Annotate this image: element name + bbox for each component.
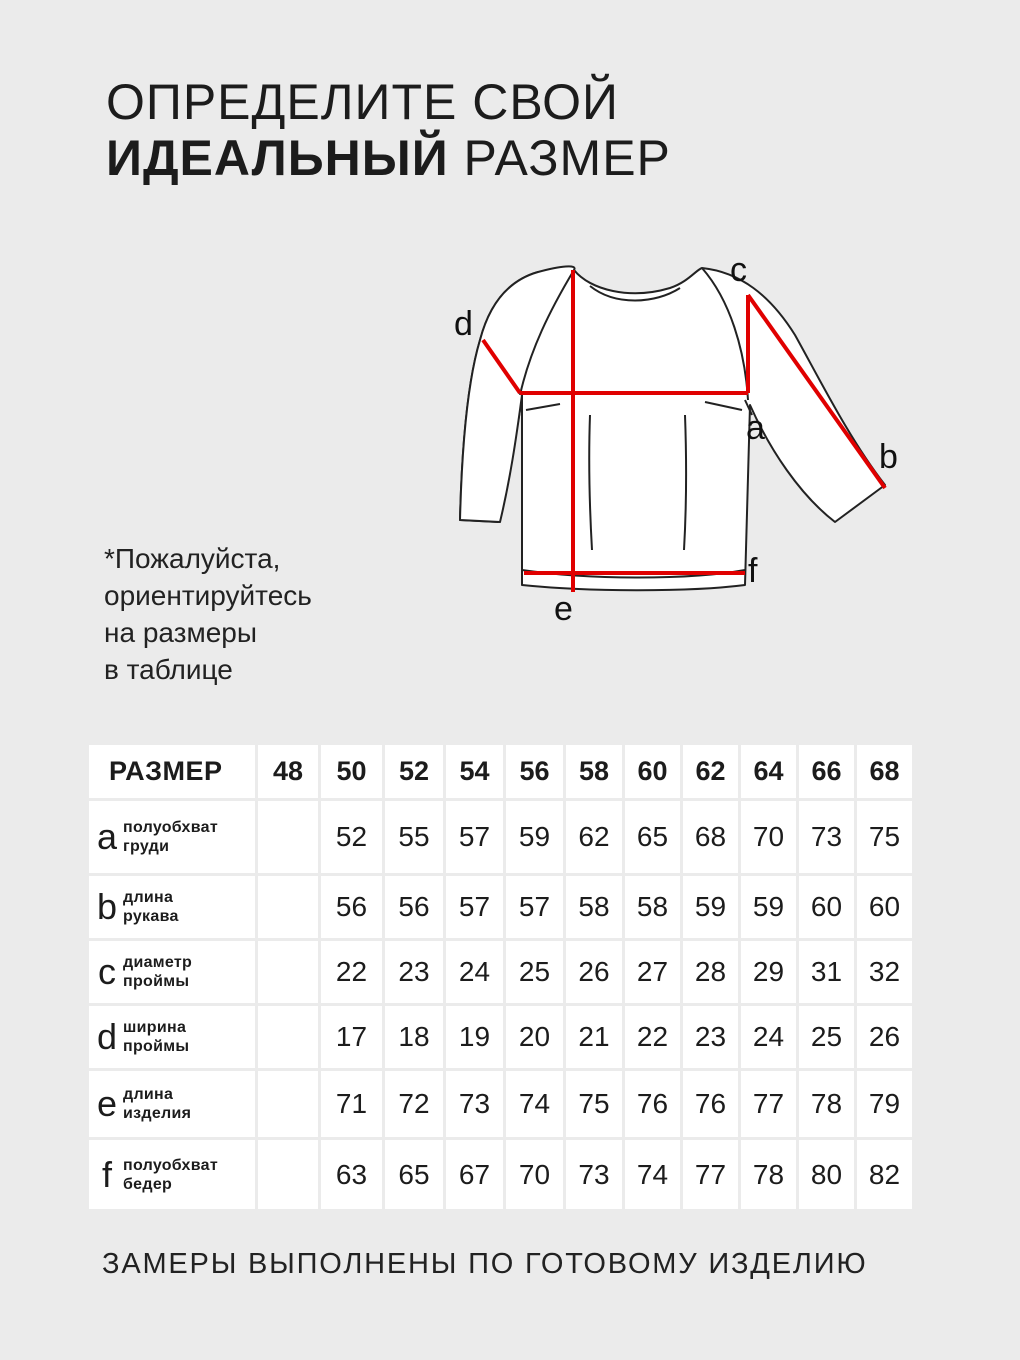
- value-cell: 78: [741, 1140, 796, 1209]
- value-cell: 56: [321, 876, 382, 938]
- row-description: [123, 1156, 218, 1194]
- value-cell: 57: [446, 876, 503, 938]
- value-cell: 60: [857, 876, 912, 938]
- value-cell: 20: [506, 1006, 563, 1068]
- row-header: [89, 876, 255, 938]
- row-description-line: длина: [123, 889, 174, 906]
- header-size-cell: 52: [385, 745, 443, 798]
- footer-note: ЗАМЕРЫ ВЫПОЛНЕНЫ ПО ГОТОВОМУ ИЗДЕЛИЮ: [102, 1248, 868, 1280]
- table-row: [89, 1140, 912, 1209]
- table-row: [89, 876, 912, 938]
- value-cell: 17: [321, 1006, 382, 1068]
- value-cell: 68: [683, 801, 738, 873]
- note-line: в таблице: [104, 654, 233, 685]
- row-description-line: изделия: [123, 1105, 192, 1122]
- value-cell: 26: [857, 1006, 912, 1068]
- value-cell: 60: [799, 876, 854, 938]
- value-cell: 21: [566, 1006, 622, 1068]
- value-cell: 23: [683, 1006, 738, 1068]
- table-row: [89, 941, 912, 1003]
- value-cell: 25: [799, 1006, 854, 1068]
- label-f: f: [748, 552, 758, 590]
- value-cell: 32: [857, 941, 912, 1003]
- header-size-cell: 62: [683, 745, 738, 798]
- row-header: [89, 1140, 255, 1209]
- value-cell: 19: [446, 1006, 503, 1068]
- value-cell: 76: [683, 1071, 738, 1137]
- value-cell: 52: [321, 801, 382, 873]
- garment-measurement-diagram: [440, 240, 920, 640]
- value-cell: [258, 941, 318, 1003]
- value-cell: 78: [799, 1071, 854, 1137]
- row-description: [123, 818, 218, 856]
- value-cell: [258, 1140, 318, 1209]
- value-cell: 58: [566, 876, 622, 938]
- value-cell: 57: [446, 801, 503, 873]
- value-cell: 70: [741, 801, 796, 873]
- value-cell: 59: [506, 801, 563, 873]
- value-cell: 28: [683, 941, 738, 1003]
- table-row: [89, 1006, 912, 1068]
- value-cell: 24: [741, 1006, 796, 1068]
- value-cell: 71: [321, 1071, 382, 1137]
- note-line: на размеры: [104, 617, 258, 648]
- title-rest: РАЗМЕР: [448, 130, 671, 186]
- value-cell: 72: [385, 1071, 443, 1137]
- value-cell: 56: [385, 876, 443, 938]
- row-description-line: проймы: [123, 1038, 190, 1055]
- value-cell: 27: [625, 941, 680, 1003]
- table-row: [89, 1071, 912, 1137]
- value-cell: 26: [566, 941, 622, 1003]
- row-description-line: полуобхват: [123, 819, 219, 836]
- header-size-cell: 66: [799, 745, 854, 798]
- label-b: b: [879, 438, 898, 476]
- value-cell: 80: [799, 1140, 854, 1209]
- row-header: [89, 941, 255, 1003]
- value-cell: 73: [799, 801, 854, 873]
- header-size-label: РАЗМЕР: [89, 745, 255, 798]
- value-cell: 77: [683, 1140, 738, 1209]
- row-description: [123, 1018, 189, 1056]
- row-description-line: рукава: [123, 908, 179, 925]
- row-letter: c: [98, 951, 116, 992]
- value-cell: 23: [385, 941, 443, 1003]
- value-cell: 24: [446, 941, 503, 1003]
- header-size-cell: 58: [566, 745, 622, 798]
- row-description-line: ширина: [123, 1019, 187, 1036]
- row-description-line: полуобхват: [123, 1156, 219, 1174]
- header-size-cell: 56: [506, 745, 563, 798]
- value-cell: 63: [321, 1140, 382, 1209]
- value-cell: 29: [741, 941, 796, 1003]
- label-d: d: [454, 305, 473, 343]
- row-description-line: груди: [123, 838, 170, 855]
- value-cell: 75: [857, 801, 912, 873]
- row-description-line: проймы: [123, 973, 190, 990]
- row-description-line: диаметр: [123, 954, 193, 971]
- header-size-cell: 68: [857, 745, 912, 798]
- value-cell: 62: [566, 801, 622, 873]
- note-line: ориентируйтесь: [104, 580, 312, 611]
- title-line-1: ОПРЕДЕЛИТЕ СВОЙ: [106, 74, 619, 130]
- header-size-cell: 50: [321, 745, 382, 798]
- header-size-cell: 48: [258, 745, 318, 798]
- value-cell: 73: [566, 1140, 622, 1209]
- row-header: [89, 1071, 255, 1137]
- label-a: a: [746, 409, 765, 447]
- value-cell: [258, 876, 318, 938]
- row-description: [123, 888, 179, 926]
- title-bold-word: ИДЕАЛЬНЫЙ: [106, 130, 449, 186]
- header-size-cell: 54: [446, 745, 503, 798]
- size-note: [104, 540, 312, 688]
- value-cell: 75: [566, 1071, 622, 1137]
- table-row: [89, 801, 912, 873]
- value-cell: 79: [857, 1071, 912, 1137]
- value-cell: 31: [799, 941, 854, 1003]
- note-line: *Пожалуйста,: [104, 543, 281, 574]
- row-letter: b: [96, 886, 118, 927]
- table-header-row: [89, 745, 912, 798]
- garment-outline: [460, 266, 885, 590]
- value-cell: 22: [321, 941, 382, 1003]
- value-cell: 59: [683, 876, 738, 938]
- value-cell: 55: [385, 801, 443, 873]
- value-cell: 59: [741, 876, 796, 938]
- value-cell: 57: [506, 876, 563, 938]
- size-table-body: [89, 745, 912, 1209]
- value-cell: 74: [506, 1071, 563, 1137]
- value-cell: 18: [385, 1006, 443, 1068]
- label-e: e: [554, 590, 573, 628]
- value-cell: [258, 1071, 318, 1137]
- value-cell: 76: [625, 1071, 680, 1137]
- value-cell: 65: [385, 1140, 443, 1209]
- size-table: [86, 742, 915, 1212]
- value-cell: 73: [446, 1071, 503, 1137]
- value-cell: 58: [625, 876, 680, 938]
- value-cell: 74: [625, 1140, 680, 1209]
- row-description: [123, 1085, 191, 1123]
- value-cell: 25: [506, 941, 563, 1003]
- value-cell: 77: [741, 1071, 796, 1137]
- row-header: [89, 801, 255, 873]
- row-header: [89, 1006, 255, 1068]
- value-cell: 82: [857, 1140, 912, 1209]
- value-cell: [258, 801, 318, 873]
- value-cell: 70: [506, 1140, 563, 1209]
- value-cell: 65: [625, 801, 680, 873]
- value-cell: [258, 1006, 318, 1068]
- page-title: [106, 74, 671, 186]
- row-letter: e: [96, 1083, 118, 1124]
- row-letter: a: [96, 816, 118, 857]
- row-letter: f: [101, 1153, 112, 1195]
- header-size-cell: 64: [741, 745, 796, 798]
- value-cell: 67: [446, 1140, 503, 1209]
- header-size-cell: 60: [625, 745, 680, 798]
- row-description: [123, 953, 192, 991]
- row-description-line: бедер: [123, 1175, 173, 1193]
- row-letter: d: [96, 1016, 118, 1057]
- title-line-2: [106, 130, 671, 186]
- value-cell: 22: [625, 1006, 680, 1068]
- label-c: c: [730, 251, 747, 289]
- row-description-line: длина: [123, 1086, 174, 1103]
